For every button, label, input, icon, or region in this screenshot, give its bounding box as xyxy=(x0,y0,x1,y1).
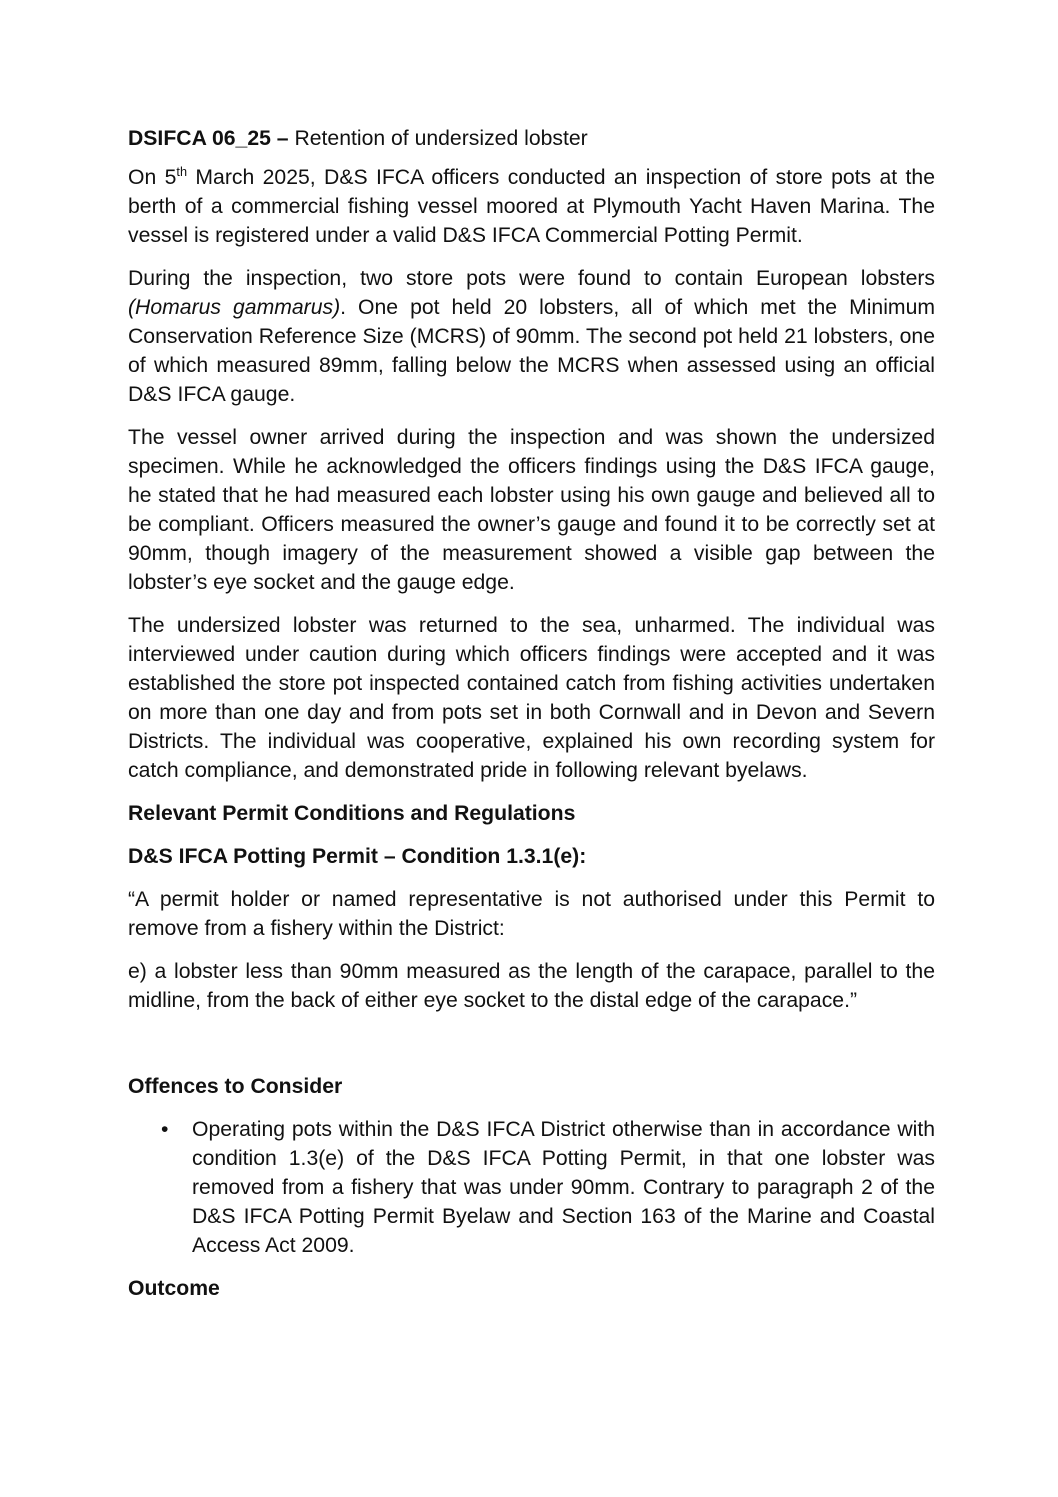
paragraph-owner: The vessel owner arrived during the inspection and was shown the undersized specimen. While he acknowledged the officers findings using the D&S IFCA gauge, he stated that he had measured each lobster using his own gauge and believed all to be compliant. Officers measured the owner’s gauge and found it to be correctly set at 90mm, though imagery of the measurement showed a visible gap between the lobster’s eye socket and the gauge edge. xyxy=(128,426,935,594)
offence-text: Operating pots within the D&S IFCA District otherwise than in accordance with condition 1.3(e) of the D&S IFCA Potting Permit, in that one lobster was removed from a fishery that was under 90mm. Contrary to paragraph 2 of the D&S IFCA Potting Permit Byelaw and Section 163 of the Marine and Coastal Access Act 2009. xyxy=(192,1118,935,1257)
paragraph-inspection-rest: . One pot held 20 lobsters, all of which met the Minimum Conservation Reference Size (MCRS) of 90mm. The second pot held 21 lobsters, one of which measured 89mm, falling below the MCRS when assessed using an official D&S IFCA gauge. xyxy=(128,296,936,406)
species-name-italic: (Homarus gammarus) xyxy=(128,296,341,319)
offences-list xyxy=(128,1115,935,1260)
heading-condition: D&S IFCA Potting Permit – Condition 1.3.1(e): xyxy=(128,845,587,868)
document-title xyxy=(128,124,935,153)
heading-outcome: Outcome xyxy=(128,1277,220,1300)
blank-line xyxy=(128,1029,935,1058)
heading-offences: Offences to Consider xyxy=(128,1075,343,1098)
paragraph-return: The undersized lobster was returned to the sea, unharmed. The individual was interviewed under caution during which officers findings were accepted and it was established the store pot inspected contained catch from fishing activities undertaken on more than one day and from pots set in both Cornwall and in Devon and Severn Districts. The individual was cooperative, explained his own recording system for catch compliance, and demonstrated pride in following relevant byelaws. xyxy=(128,614,935,782)
list-item xyxy=(128,1115,935,1260)
ordinal-superscript: th xyxy=(176,163,188,179)
paragraph-intro-start: On 5 xyxy=(128,166,177,189)
quote-permit-part2: e) a lobster less than 90mm measured as the length of the carapace, parallel to the midline, from the back of either eye socket to the distal edge of the carapace.” xyxy=(128,960,935,1012)
bullet-icon: • xyxy=(161,1118,169,1141)
paragraph-inspection-start: During the inspection, two store pots were found to contain European lobsters xyxy=(128,267,935,290)
paragraph-intro xyxy=(128,163,935,250)
heading-regulations: Relevant Permit Conditions and Regulations xyxy=(128,802,576,825)
document-title-text: Retention of undersized lobster xyxy=(294,127,588,150)
quote-permit-part1: “A permit holder or named representative is not authorised under this Permit to remove from a fishery within the District: xyxy=(128,888,935,940)
document-title-id: DSIFCA 06_25 – xyxy=(128,127,295,150)
paragraph-intro-rest: March 2025, D&S IFCA officers conducted an inspection of store pots at the berth of a commercial fishing vessel moored at Plymouth Yacht Haven Marina. The vessel is registered under a valid D&S IFCA Commercial Potting Permit. xyxy=(128,166,935,247)
paragraph-inspection xyxy=(128,264,935,409)
